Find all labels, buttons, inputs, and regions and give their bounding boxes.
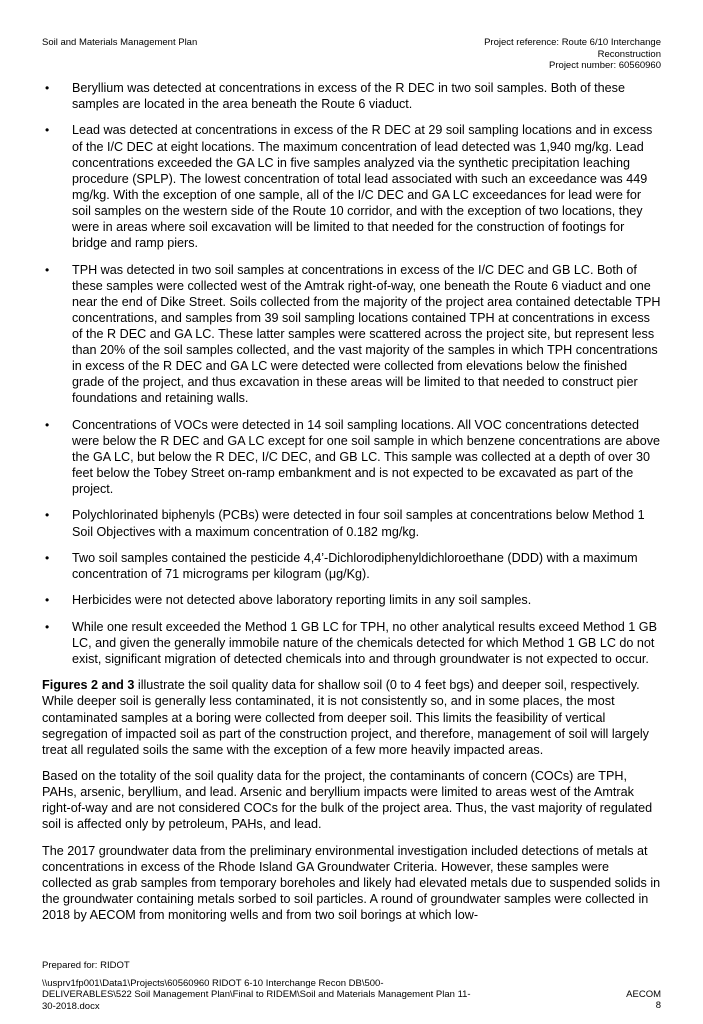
- bullet-marker: •: [45, 417, 50, 432]
- bullet-marker: •: [45, 81, 50, 95]
- bullet-item-herbicides: [42, 592, 662, 608]
- bullet-text: Beryllium was detected at concentrations in excess of the R DEC in two soil samples. Both of these samples are located in the area beneath the Route 6 viaduct.: [72, 81, 625, 112]
- paragraph-cocs: Based on the totality of the soil quality data for the project, the contaminants of concern (COCs) are TPH, PAHs, arsenic, beryllium, and lead. Arsenic and beryllium impacts were limited to areas west of the Amtrak right-of-way and are not considered COCs for the bulk of the project area. Thus, the vast majority of regulated soil is affected only by petroleum, PAHs, and lead.: [42, 769, 653, 832]
- paragraph-groundwater: The 2017 groundwater data from the preliminary environmental investigation included detections of metals at concentrations in excess of the Rhode Island GA Groundwater Criteria. However, these samples were collected as grab samples from temporary boreholes and likely had elevated metals due to suspended solids in the groundwater containing metals sorbed to soil particles. A round of groundwater samples were collected in 2018 by AECOM from monitoring wells and from two soil borings at which low-: [42, 843, 661, 923]
- findings-bullet-list: [42, 80, 662, 667]
- bullet-text: Lead was detected at concentrations in excess of the R DEC at 29 soil sampling locations and in excess of the I/C DEC at eight locations. The maximum concentration of lead detected was 1,940 mg/kg. Lead concentrations exceeded the GA LC in five samples analyzed via the synthetic precipitation leaching procedure (SPLP). The lowest concentration of total lead associated with such an exceedance was 449 mg/kg. With the exception of one sample, all of the I/C DEC and GA LC exceedances for lead were for soil samples on the western side of the Route 10 corridor, and with the exception of two locations, they were in areas where soil excavation will be limited to that needed for the construction of footings for bridge and ramp piers.: [72, 123, 653, 251]
- bullet-marker: •: [45, 262, 50, 277]
- page-number: 8: [655, 1000, 661, 1012]
- bullet-text: Two soil samples contained the pesticide 4,4’-Dichlorodiphenyldichloroethane (DDD) with a maximum concentration of 71 micrograms per kilogram (μg/Kg).: [72, 550, 638, 582]
- bullet-item-vocs: [42, 417, 662, 497]
- paragraph-figures: [42, 677, 662, 757]
- footer-prepared-for: Prepared for: RIDOT: [42, 960, 130, 971]
- header-project-line-1: Project reference: Route 6/10 Interchange: [484, 37, 661, 48]
- paragraph-figures-text: illustrate the soil quality data for shallow soil (0 to 4 feet bgs) and deeper soil, respectively. While deeper soil is generally less contaminated, it is not consistently so, and in some places, the most contaminated samples at a boring were collected from deeper soil. This limits the feasibility of vertical segregation of impacted soil as part of the construction project, and therefore, management of soil will largely treat all regulated soils the same with the exception of a few more heavily impacted areas.: [42, 678, 649, 757]
- bullet-item-pesticide: [42, 550, 662, 582]
- bullet-marker: •: [45, 550, 50, 565]
- header-project-number: Project number: 60560960: [549, 60, 661, 71]
- bullet-marker: •: [45, 508, 50, 523]
- bullet-item-pcbs: [42, 507, 662, 539]
- header-project-reference: [484, 37, 661, 72]
- bullet-item-lead: [42, 122, 662, 251]
- footer-company: AECOM: [626, 989, 661, 1000]
- bullet-item-groundwater-migration: [42, 619, 662, 667]
- bullet-marker: •: [45, 123, 50, 138]
- figures-reference: Figures 2 and 3: [42, 678, 135, 693]
- bullet-text: Polychlorinated biphenyls (PCBs) were detected in four soil samples at concentrations below Method 1 Soil Objectives with a maximum concentration of 0.182 mg/kg.: [72, 508, 645, 539]
- header-project-line-2: Reconstruction: [597, 48, 661, 60]
- bullet-item-beryllium: [42, 80, 662, 112]
- footer-company-page: [626, 989, 661, 1012]
- bullet-marker: •: [45, 593, 50, 608]
- body-content: [42, 80, 662, 934]
- bullet-item-tph: [42, 262, 662, 407]
- bullet-text: While one result exceeded the Method 1 GB LC for TPH, no other analytical results exceed Method 1 GB LC, and given the generally immobile nature of the chemicals detected for which Method 1 GB LC do not exist, significant migration of detected chemicals into and through groundwater is not expected to occur.: [72, 619, 657, 666]
- bullet-text: Concentrations of VOCs were detected in 14 soil sampling locations. All VOC concentrations detected were below the R DEC and GA LC except for one soil sample in which benzene concentrations are above the GA LC, but below the R DEC, I/C DEC, and GB LC. This sample was collected at a depth of over 30 feet below the Tobey Street on-ramp embankment and is not expected to be excavated as part of the project.: [72, 417, 661, 497]
- bullet-marker: •: [45, 619, 50, 634]
- header-document-title: Soil and Materials Management Plan: [42, 37, 198, 48]
- footer-file-path: \\usprv1fp001\Data1\Projects\60560960 RIDOT 6-10 Interchange Recon DB\500-DELIVERABLES\522 Soil Management Plan\Final to RIDEM\Soil and Materials Management Plan 11-30-2018.docx: [42, 978, 471, 1012]
- bullet-text: TPH was detected in two soil samples at concentrations in excess of the I/C DEC and GB LC. Both of these samples were collected west of the Amtrak right-of-way, one beneath the Route 6 viaduct and one near the end of Dike Street. Soils collected from the majority of the project area contained detectable TPH concentrations, and samples from 39 soil sampling locations contained TPH at concentrations in excess of the R DEC and GA LC. These latter samples were scattered across the project site, but represent less than 20% of the soil samples collected, and the vast majority of the samples in which TPH concentrations in excess of the R DEC and GA LC were detected were collected from elevations below the finished grade of the project, and thus excavation in these areas will be limited to that needed to construct pier foundations and retaining walls.: [72, 262, 661, 406]
- bullet-text: Herbicides were not detected above laboratory reporting limits in any soil samples.: [72, 593, 532, 608]
